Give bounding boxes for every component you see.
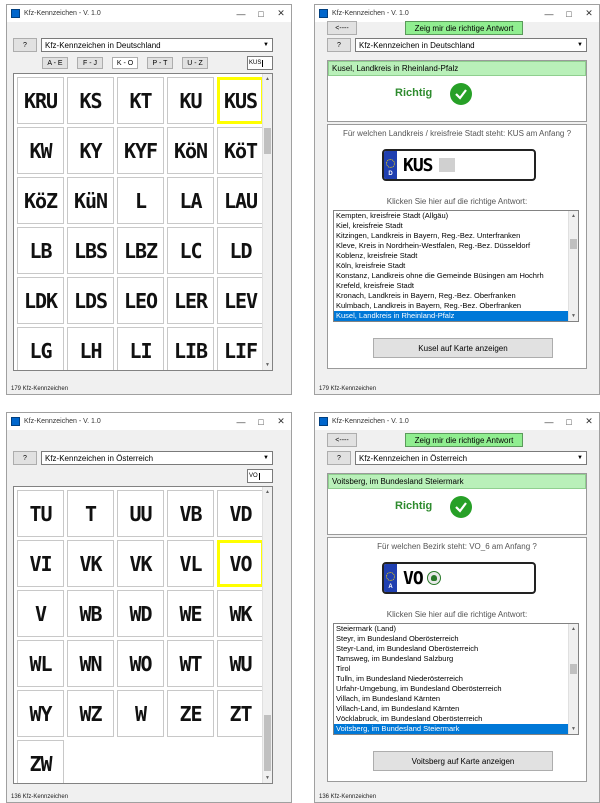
scroll-up-icon[interactable]: ▲: [571, 213, 576, 219]
plate-tile[interactable]: LAU: [217, 177, 264, 224]
list-item[interactable]: Kiel, kreisfreie Stadt: [336, 221, 403, 230]
scroll-thumb[interactable]: [570, 664, 577, 674]
help-button[interactable]: ?: [13, 38, 37, 52]
plate-tile[interactable]: KYF: [117, 127, 164, 174]
chevron-down-icon: ▼: [263, 455, 269, 461]
plate-tile[interactable]: ZW: [17, 740, 64, 784]
list-item[interactable]: Krefeld, kreisfreie Stadt: [336, 281, 414, 290]
plate-grid: [13, 486, 273, 784]
list-item[interactable]: Tamsweg, im Bundesland Salzburg: [336, 654, 454, 663]
help-button[interactable]: ?: [327, 38, 351, 52]
hint-text: Klicken Sie hier auf die richtige Antwort:: [386, 197, 528, 206]
title-bar[interactable]: [7, 5, 291, 22]
maximize-icon[interactable]: □: [258, 416, 264, 427]
back-button[interactable]: <----: [327, 433, 357, 447]
minimize-icon[interactable]: —: [236, 8, 246, 19]
scroll-up-icon[interactable]: ▲: [571, 626, 576, 632]
plate-tile[interactable]: KW: [17, 127, 64, 174]
list-item[interactable]: Konstanz, Landkreis ohne die Gemeinde Büsingen am Hochrh: [336, 271, 544, 280]
plate-tile[interactable]: LG: [17, 327, 64, 371]
country-select-value: Kfz-Kennzeichen in Österreich: [359, 453, 468, 463]
chevron-down-icon: ▼: [577, 42, 583, 48]
app-icon: [319, 417, 328, 426]
plate-tile[interactable]: L: [117, 177, 164, 224]
grid-scrollbar[interactable]: [262, 487, 272, 783]
plate-tile[interactable]: WO: [117, 640, 164, 687]
country-select-value: Kfz-Kennzeichen in Österreich: [45, 453, 154, 463]
grid-scrollbar[interactable]: [262, 74, 272, 370]
question-text: Für welchen Landkreis / kreisfreie Stadt steht: KUS am Anfang ?: [342, 129, 572, 138]
plate-tile[interactable]: LER: [167, 277, 214, 324]
answer-text: Kusel, Landkreis in Rheinland-Pfalz: [328, 61, 586, 76]
status-text: 136 Kfz-Kennzeichen: [319, 794, 377, 800]
list-item[interactable]: Villach, im Bundesland Kärnten: [336, 694, 441, 703]
plate-tile[interactable]: KUS: [217, 77, 264, 124]
country-select[interactable]: [41, 451, 273, 465]
list-scrollbar[interactable]: [568, 624, 578, 734]
scroll-down-icon[interactable]: ▼: [265, 775, 270, 781]
scroll-thumb[interactable]: [264, 128, 271, 154]
plate-tile[interactable]: LB: [17, 227, 64, 274]
minimize-icon[interactable]: —: [544, 8, 554, 19]
minimize-icon[interactable]: —: [236, 416, 246, 427]
plate-tile[interactable]: LH: [67, 327, 114, 371]
status-text: 136 Kfz-Kennzeichen: [11, 794, 69, 800]
list-item[interactable]: Kusel, Landkreis in Rheinland-Pfalz: [334, 311, 578, 321]
plate-tile[interactable]: WB: [67, 590, 114, 637]
title-bar[interactable]: [315, 5, 599, 22]
plate-tile[interactable]: KöN: [167, 127, 214, 174]
list-item[interactable]: Tirol: [336, 664, 351, 673]
scroll-up-icon[interactable]: ▲: [265, 76, 270, 82]
plate-tile[interactable]: VK: [67, 540, 114, 587]
plate-tile[interactable]: W: [117, 690, 164, 737]
plate-tile[interactable]: KY: [67, 127, 114, 174]
maximize-icon[interactable]: □: [566, 8, 572, 19]
title-bar[interactable]: [315, 413, 599, 430]
list-item[interactable]: Vöcklabruck, im Bundesland Oberösterreich: [336, 714, 483, 723]
plate-tile[interactable]: LBS: [67, 227, 114, 274]
list-item[interactable]: Koblenz, kreisfreie Stadt: [336, 251, 418, 260]
window-quiz-germany: [314, 4, 600, 395]
plate-tile[interactable]: TU: [17, 490, 64, 537]
result-label: Richtig: [395, 87, 433, 99]
range-button-k-o[interactable]: K - O: [112, 57, 138, 69]
plate-tile[interactable]: WT: [167, 640, 214, 687]
answer-panel: [327, 473, 587, 535]
list-item[interactable]: Villach-Land, im Bundesland Kärnten: [336, 704, 460, 713]
plate-tile[interactable]: VD: [217, 490, 264, 537]
show-on-map-button[interactable]: Kusel auf Karte anzeigen: [373, 338, 553, 358]
country-select[interactable]: [355, 38, 587, 52]
question-panel: [327, 537, 587, 782]
plate-tile[interactable]: WZ: [67, 690, 114, 737]
country-select[interactable]: [355, 451, 587, 465]
list-scrollbar[interactable]: [568, 211, 578, 321]
plate-text: VO: [403, 567, 423, 589]
answer-list[interactable]: [333, 210, 579, 322]
country-select-value: Kfz-Kennzeichen in Deutschland: [45, 40, 161, 50]
help-button[interactable]: ?: [327, 451, 351, 465]
country-select[interactable]: [41, 38, 273, 52]
list-item[interactable]: Steyr-Land, im Bundesland Oberösterreich: [336, 644, 479, 653]
plate-grid: [13, 73, 273, 371]
title-bar[interactable]: [7, 413, 291, 430]
answer-text: Voitsberg, im Bundesland Steiermark: [328, 474, 586, 489]
plate-tile[interactable]: LIB: [167, 327, 214, 371]
scroll-thumb[interactable]: [264, 715, 271, 771]
plate-tile[interactable]: WU: [217, 640, 264, 687]
plate-tile[interactable]: LI: [117, 327, 164, 371]
license-plate: [382, 562, 536, 594]
plate-tile[interactable]: VB: [167, 490, 214, 537]
plate-tile[interactable]: LIF: [217, 327, 264, 371]
plate-blank-area: [439, 158, 455, 172]
minimize-icon[interactable]: —: [544, 416, 554, 427]
window-quiz-austria: [314, 412, 600, 803]
checkmark-icon: [450, 83, 472, 105]
plate-tile[interactable]: KT: [117, 77, 164, 124]
styria-coat-of-arms-icon: [427, 571, 441, 585]
plate-tile[interactable]: LD: [217, 227, 264, 274]
window-title: Kfz-Kennzeichen - V. 1.0: [24, 418, 101, 425]
eu-flag-icon: A: [384, 564, 397, 592]
plate-tile[interactable]: UU: [117, 490, 164, 537]
list-item[interactable]: Kulmbach, Landkreis in Bayern, Reg.-Bez. Oberfranken: [336, 301, 522, 310]
plate-tile[interactable]: WD: [117, 590, 164, 637]
search-input[interactable]: VO: [247, 469, 273, 483]
plate-tile[interactable]: LEO: [117, 277, 164, 324]
scroll-down-icon[interactable]: ▼: [265, 362, 270, 368]
help-button[interactable]: ?: [13, 451, 37, 465]
result-label: Richtig: [395, 500, 433, 512]
plate-tile[interactable]: KöZ: [17, 177, 64, 224]
checkmark-icon: [450, 496, 472, 518]
plate-tile[interactable]: LEV: [217, 277, 264, 324]
close-icon[interactable]: ✕: [277, 416, 285, 426]
answer-panel: [327, 60, 587, 122]
close-icon[interactable]: ✕: [585, 8, 593, 18]
show-on-map-button[interactable]: Voitsberg auf Karte anzeigen: [373, 751, 553, 771]
plate-tile[interactable]: VO: [217, 540, 264, 587]
close-icon[interactable]: ✕: [277, 8, 285, 18]
license-plate: [382, 149, 536, 181]
show-answer-button[interactable]: Zeig mir die richtige Antwort: [405, 21, 523, 35]
plate-tile[interactable]: WE: [167, 590, 214, 637]
window-title: Kfz-Kennzeichen - V. 1.0: [332, 10, 409, 17]
chevron-down-icon: ▼: [577, 455, 583, 461]
maximize-icon[interactable]: □: [258, 8, 264, 19]
list-item[interactable]: Kronach, Landkreis in Bayern, Reg.-Bez. Oberfranken: [336, 291, 516, 300]
plate-tile[interactable]: LA: [167, 177, 214, 224]
hint-text: Klicken Sie hier auf die richtige Antwort:: [386, 610, 528, 619]
window-title: Kfz-Kennzeichen - V. 1.0: [332, 418, 409, 425]
app-icon: [11, 9, 20, 18]
maximize-icon[interactable]: □: [566, 416, 572, 427]
plate-tile[interactable]: WK: [217, 590, 264, 637]
list-item[interactable]: Kempten, kreisfreie Stadt (Allgäu): [336, 211, 449, 220]
status-text: 179 Kfz-Kennzeichen: [11, 386, 69, 392]
country-select-value: Kfz-Kennzeichen in Deutschland: [359, 40, 475, 50]
scroll-down-icon[interactable]: ▼: [571, 313, 576, 319]
list-item[interactable]: Kleve, Kreis in Nordrhein-Westfalen, Reg.-Bez. Düsseldorf: [336, 241, 531, 250]
status-text: 179 Kfz-Kennzeichen: [319, 386, 377, 392]
plate-tile[interactable]: LDS: [67, 277, 114, 324]
plate-tile[interactable]: VI: [17, 540, 64, 587]
plate-tile[interactable]: WN: [67, 640, 114, 687]
range-button-u-z[interactable]: U - Z: [182, 57, 208, 69]
window-grid-austria: [6, 412, 292, 803]
list-item[interactable]: Kitzingen, Landkreis in Bayern, Reg.-Bez. Unterfranken: [336, 231, 521, 240]
eu-flag-icon: D: [384, 151, 397, 179]
range-button-a-e[interactable]: A - E: [42, 57, 68, 69]
plate-tile[interactable]: V: [17, 590, 64, 637]
question-panel: [327, 124, 587, 369]
plate-tile[interactable]: KRU: [17, 77, 64, 124]
list-item[interactable]: Voitsberg, im Bundesland Steiermark: [334, 724, 578, 734]
app-icon: [319, 9, 328, 18]
chevron-down-icon: ▼: [263, 42, 269, 48]
plate-tile[interactable]: ZT: [217, 690, 264, 737]
list-item[interactable]: Köln, kreisfreie Stadt: [336, 261, 406, 270]
plate-tile[interactable]: KU: [167, 77, 214, 124]
range-button-p-t[interactable]: P - T: [147, 57, 173, 69]
list-item[interactable]: Steyr, im Bundesland Oberösterreich: [336, 634, 459, 643]
plate-tile[interactable]: KöT: [217, 127, 264, 174]
search-input[interactable]: KUS: [247, 56, 273, 70]
plate-tile[interactable]: LC: [167, 227, 214, 274]
show-answer-button[interactable]: Zeig mir die richtige Antwort: [405, 433, 523, 447]
window-title: Kfz-Kennzeichen - V. 1.0: [24, 10, 101, 17]
list-item[interactable]: Tulln, im Bundesland Niederösterreich: [336, 674, 463, 683]
plate-tile[interactable]: VK: [117, 540, 164, 587]
scroll-down-icon[interactable]: ▼: [571, 726, 576, 732]
list-item[interactable]: Urfahr-Umgebung, im Bundesland Oberösterreich: [336, 684, 502, 693]
plate-tile[interactable]: ZE: [167, 690, 214, 737]
list-item[interactable]: Steiermark (Land): [336, 624, 397, 633]
question-text: Für welchen Bezirk steht: VO_6 am Anfang ?: [377, 542, 537, 551]
plate-tile[interactable]: LBZ: [117, 227, 164, 274]
back-button[interactable]: <----: [327, 21, 357, 35]
plate-tile[interactable]: WL: [17, 640, 64, 687]
scroll-thumb[interactable]: [570, 239, 577, 249]
answer-list[interactable]: [333, 623, 579, 735]
app-icon: [11, 417, 20, 426]
plate-tile[interactable]: WY: [17, 690, 64, 737]
plate-tile[interactable]: KüN: [67, 177, 114, 224]
window-grid-germany: [6, 4, 292, 395]
close-icon[interactable]: ✕: [585, 416, 593, 426]
range-button-f-j[interactable]: F - J: [77, 57, 103, 69]
plate-text: KUS: [403, 154, 433, 176]
plate-tile[interactable]: T: [67, 490, 114, 537]
plate-tile[interactable]: VL: [167, 540, 214, 587]
scroll-up-icon[interactable]: ▲: [265, 489, 270, 495]
plate-tile[interactable]: KS: [67, 77, 114, 124]
plate-tile[interactable]: LDK: [17, 277, 64, 324]
